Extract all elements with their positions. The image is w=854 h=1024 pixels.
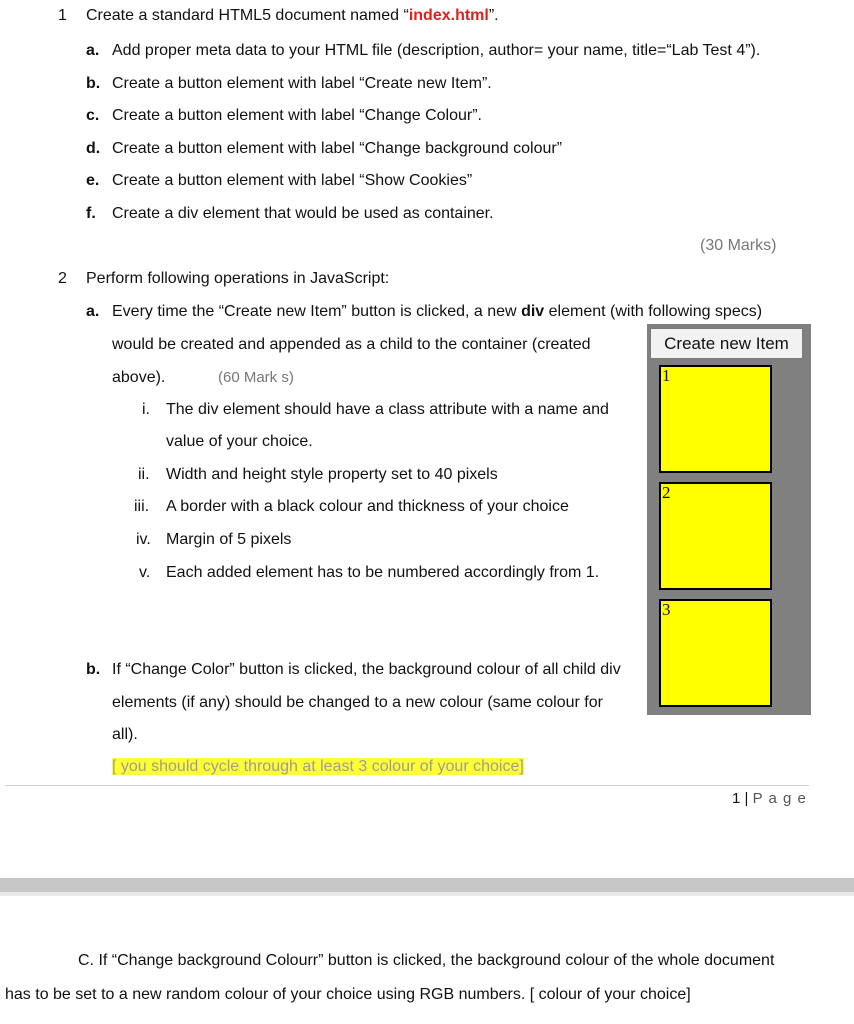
demo-item-box xyxy=(659,482,772,590)
item-1d-label: d. xyxy=(86,140,101,157)
item-2a-label: a. xyxy=(86,303,100,320)
demo-item-number: 3 xyxy=(662,600,671,619)
item-1b-label: b. xyxy=(86,75,101,92)
subitem-iii-label: iii. xyxy=(134,498,150,515)
page-footer: 1 | P a g e xyxy=(732,790,807,807)
item-2a-line1-before: Every time the “Create new Item” button is clicked, a new xyxy=(112,303,522,320)
item-1e-label: e. xyxy=(86,172,100,189)
question-1-prefix: Create a standard HTML5 document named “ xyxy=(86,7,409,24)
subitem-ii-label: ii. xyxy=(138,466,150,483)
item-2a-line1 xyxy=(112,302,762,322)
subitem-iv-label: iv. xyxy=(136,531,151,548)
item-1a-text: Add proper meta data to your HTML file (description, author= your name, title=“Lab Test 4”). xyxy=(112,42,761,59)
item-2a-bold-div: div xyxy=(521,303,545,320)
next-page-line1: C. If “Change background Colourr” button is clicked, the background colour of the whole document xyxy=(78,952,775,969)
item-1a-label: a. xyxy=(86,42,100,59)
demo-item-number: 2 xyxy=(662,483,671,502)
item-1c-label: c. xyxy=(86,107,100,124)
item-1f-label: f. xyxy=(86,205,96,222)
question-1-text xyxy=(86,6,499,26)
item-2b-line1: If “Change Color” button is clicked, the background colour of all child div xyxy=(112,661,621,678)
footer-rule xyxy=(5,785,809,786)
item-1b-text: Create a button element with label “Create new Item”. xyxy=(112,75,492,92)
question-2-number: 2 xyxy=(58,270,67,287)
create-new-item-button[interactable]: Create new Item xyxy=(650,328,803,359)
question-1-marks: (30 Marks) xyxy=(700,237,777,254)
page-word: P a g e xyxy=(752,790,807,807)
item-2a-line2: would be created and appended as a child to the container (created xyxy=(112,336,591,353)
filename-highlight: index.html xyxy=(408,7,489,24)
item-1d-text: Create a button element with label “Change background colour” xyxy=(112,140,563,157)
subitem-iv-line1: Margin of 5 pixels xyxy=(166,531,292,548)
item-1c-text: Create a button element with label “Change Colour”. xyxy=(112,107,482,124)
page-separator-shadow xyxy=(0,892,854,896)
item-2a-line1-after: element (with following specs) xyxy=(544,303,763,320)
question-1-suffix: ”. xyxy=(488,7,499,24)
page-number: 1 xyxy=(732,790,741,807)
question-1-number: 1 xyxy=(58,7,67,24)
subitem-v-line1: Each added element has to be numbered accordingly from 1. xyxy=(166,564,600,581)
item-1e-text: Create a button element with label “Show Cookies” xyxy=(112,172,473,189)
subitem-i-line1: The div element should have a class attribute with a name and xyxy=(166,401,609,418)
item-2b-label: b. xyxy=(86,661,101,678)
subitem-iii-line1: A border with a black colour and thickness of your choice xyxy=(166,498,569,515)
subitem-i-line2: value of your choice. xyxy=(166,433,313,450)
question-2-text: Perform following operations in JavaScript: xyxy=(86,270,390,287)
demo-item-box xyxy=(659,365,772,473)
item-1f-text: Create a div element that would be used as container. xyxy=(112,205,494,222)
subitem-i-label: i. xyxy=(142,401,150,418)
item-2b-line3: all). xyxy=(112,726,138,743)
page-separator xyxy=(0,878,854,892)
subitem-v-label: v. xyxy=(139,564,151,581)
next-page-line2: has to be set to a new random colour of your choice using RGB numbers. [ colour of your choice] xyxy=(5,986,691,1003)
item-2b-note xyxy=(112,757,524,777)
demo-container xyxy=(647,324,811,715)
demo-item-number: 1 xyxy=(662,366,671,385)
item-2a-marks: (60 Mark s) xyxy=(218,369,294,386)
subitem-ii-line1: Width and height style property set to 40 pixels xyxy=(166,466,498,483)
item-2a-line3: above). xyxy=(112,369,166,386)
cycle-colour-highlight: [ you should cycle through at least 3 colour of your choice] xyxy=(112,758,524,775)
demo-item-box xyxy=(659,599,772,707)
item-2b-line2: elements (if any) should be changed to a new colour (same colour for xyxy=(112,694,603,711)
